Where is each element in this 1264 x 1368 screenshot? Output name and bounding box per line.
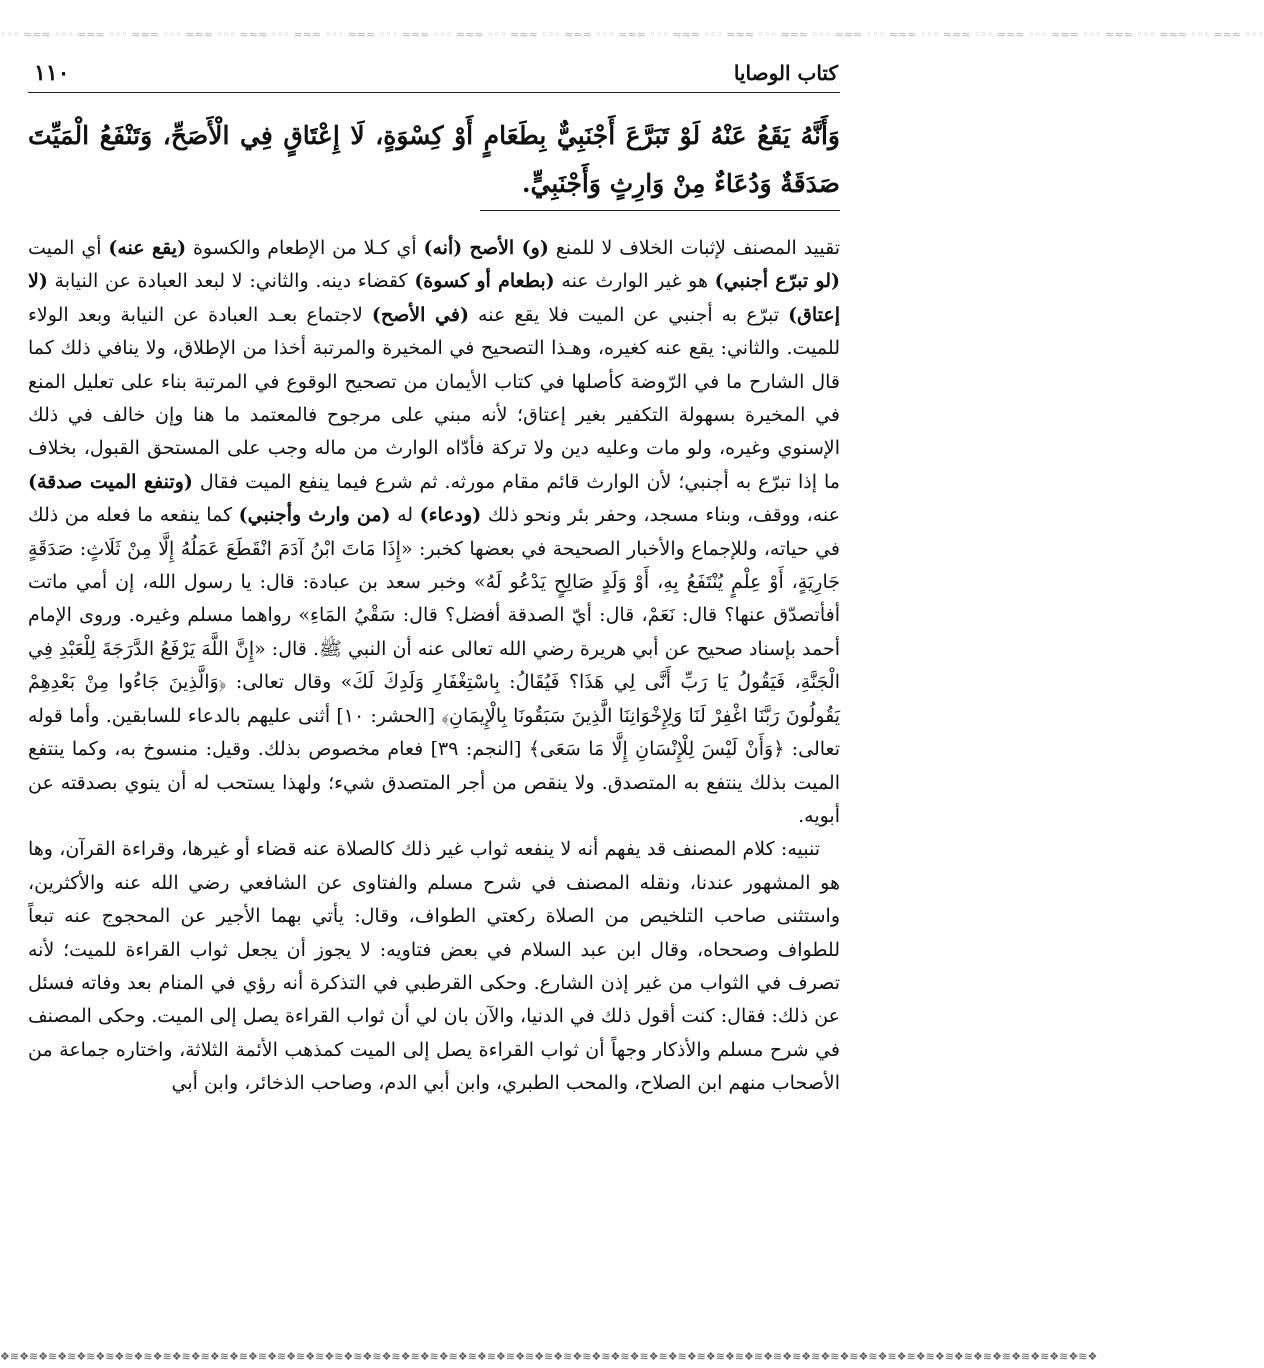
- bottom-ornament-border: ❖≋❖≋❖≋❖≋❖≋❖≋❖≋❖≋❖≋❖≋❖≋❖≋❖≋❖≋❖≋❖≋❖≋❖≋❖≋❖≋❖≋❖≋❖≋❖≋❖≋❖≋❖≋❖≋❖≋❖≋❖≋❖≋❖≋❖≋❖≋❖≋❖≋❖≋❖≋❖≋❖≋❖≋❖≋❖≋❖≋❖≋❖≋❖≋❖≋❖≋❖≋❖≋❖≋❖≋❖≋❖≋❖≋❖: [0, 1350, 1098, 1363]
- quoted-matn: (ودعاء): [419, 504, 482, 527]
- quoted-matn: (يقع عنه): [108, 237, 187, 259]
- page-header: [28, 58, 840, 88]
- quoted-matn: (في الأصح): [371, 303, 469, 326]
- quoted-matn: (بطعام أو كسوة): [414, 270, 555, 293]
- commentary-text: هو غير الوارث عنه: [554, 270, 715, 293]
- quoted-matn: (وتنفع الميت صدقة): [28, 470, 193, 493]
- quoted-matn: (و) الأصح (أنه): [423, 237, 549, 259]
- running-title: كتاب الوصايا: [733, 61, 838, 85]
- commentary-text: تبرّع به أجنبي عن الميت فلا يقع عنه: [468, 303, 789, 326]
- commentary-text: كما ينفعه ما فعله من ذلك في حياته، وللإجماع والأخبار الصحيحة في بعضها كخبر: «إِذَا مَاتَ ابْنُ آدَمَ انْقَطَعَ عَمَلُهُ إِلَّا مِنْ ثَلَاثٍ: صَدَقَةٍ جَارِيَةٍ، أَوْ عِلْمٍ يُنْتَفَعُ بِهِ، أَوْ وَلَدٍ صَالِحٍ يَدْعُو لَهُ» وخبر سعد بن عبادة: قال: يا رسول الله، إن أمي ماتت أفأتصدّق عنها؟ قال: نَعَمْ، قال: أيّ الصدقة أفضل؟ قال: سَقْيُ المَاءِ» رواهما مسلم وغيره. وروى الإمام أحمد بإسناد صحيح عن أبي هريرة رضي الله تعالى عنه أن النبي ﷺ. قال: «إِنَّ اللَّهَ يَرْفَعُ الدَّرَجَةَ لِلْعَبْدِ فِي الْجَنَّةِ، فَيَقُولُ يَا رَبِّ أَنَّى لِي هَذَا؟ فَيُقَالُ: بِاسْتِغْفَارِ وَلَدِكَ لَكَ» وقال تعالى: ﴿وَالَّذِينَ جَاءُوا مِنْ بَعْدِهِمْ يَقُولُونَ رَبَّنَا اغْفِرْ لَنَا وَلِإِخْوَانِنَا الَّذِينَ سَبَقُونَا بِالْإِيمَانِ﴾ [الحشر: ١٠] أثنى عليهم بالدعاء للسابقين. وأما قوله تعالى: ﴿وَأَنْ لَيْسَ لِلْإِنْسَانِ إِلَّا مَا سَعَى﴾ [النجم: ٣٩] فعام مخصوص بذلك. وقيل: منسوخ به، وكما ينتفع الميت بذلك ينتفع به المتصدق. ولا ينقص من أجر المتصدق شيء؛ ولهذا يستحب له أن ينوي بصدقته عن أبويه.: [28, 504, 841, 827]
- commentary-paragraph-tanbih: تنبيه: كلام المصنف قد يفهم أنه لا ينفعه ثواب غير ذلك كالصلاة عنه قضاء أو غيرها، وقراءة القرآن، وها هو المشهور عندنا، ونقله المصنف في شرح مسلم والفتاوى عن الشافعي رضي الله عنه والأكثرين، واستثنى صاحب التلخيص من الصلاة ركعتي الطواف، وقال: يأتي بهما الأجير عن المحجوج عنه تبعاً للطواف وصححاه، وقال ابن عبد السلام في بعض فتاويه: لا يجوز أن يجعل ثواب القراءة للميت؛ لأنه تصرف في الثواب من غير إذن الشارع. وحكى القرطبي في التذكرة أنه رؤي في المنام بعد وفاته فسئل عن ذلك: فقال: كنت أقول ذلك في الدنيا، والآن بان لي أن ثواب القراءة يصل إلى الميت. وحكى المصنف في شرح مسلم والأذكار وجهاً أن ثواب القراءة يصل إلى الميت كمذهب الأئمة الثلاثة، واختاره جماعة من الأصحاب منهم ابن الصلاح، والمحب الطبري، وابن أبي الدم، وصاحب الذخائر، وابن أبي: [28, 838, 840, 1095]
- matn-paragraph: وَأَنَّهُ يَقَعُ عَنْهُ لَوْ تَبَرَّعَ أَجْنَبِيٌّ بِطَعَامٍ أَوْ كِسْوَةٍ، لَا إِعْتَاقٍ فِي الْأَصَحِّ، وَتَنْفَعُ الْمَيِّتَ صَدَقَةٌ وَدُعَاءٌ مِنْ وَارِثٍ وَأَجْنَبِيٍّ.: [28, 121, 840, 198]
- quoted-matn: (من وارث وأجنبي): [238, 504, 391, 527]
- matn-divider: [480, 210, 840, 211]
- page-number: ١١٠: [34, 60, 70, 86]
- matn-text-block: [28, 112, 840, 208]
- commentary-paragraph-1: [28, 232, 840, 833]
- commentary-text-block: [28, 232, 840, 1101]
- top-ornament-border: ◦◦◦ ≈≈≈ ◦◦◦ ≈≈≈ ◦◦◦ ≈≈≈ ◦◦◦ ≈≈≈ ◦◦◦ ≈≈≈ ◦◦◦ ≈≈≈ ◦◦◦ ≈≈≈ ◦◦◦ ≈≈≈ ◦◦◦ ≈≈≈ ◦◦◦ ≈≈≈ ◦◦◦ ≈≈≈ ◦◦◦ ≈≈≈ ◦◦◦ ≈≈≈ ◦◦◦ ≈≈≈ ◦◦◦ ≈≈≈ ◦◦◦ ≈≈≈ ◦◦◦ ≈≈≈ ◦◦◦ ≈≈≈ ◦◦◦ ≈≈≈ ◦◦◦ ≈≈≈ ◦◦◦ ≈≈≈ ◦◦◦ ≈≈≈ ◦◦◦ ≈≈≈ ◦◦◦: [0, 28, 1264, 41]
- commentary-text: أي كـلا من الإطعام والكسوة: [186, 237, 424, 259]
- commentary-text: تقييد المصنف لإثبات الخلاف لا للمنع: [548, 237, 840, 259]
- quoted-matn: (لا إعتاق): [28, 270, 840, 326]
- commentary-text: كقضاء دينه. والثاني: لا لبعد العبادة عن النيابة: [47, 270, 415, 293]
- commentary-text: أي الميت: [28, 237, 109, 259]
- header-divider: [28, 92, 840, 93]
- commentary-text: لاجتماع بعـد العبادة عن النيابة وبعد الولاء للميت. والثاني: يقع عنه كغيره، وهـذا التصحيح في المخيرة والمرتبة أخذا من الإطلاق، ولا ينافي ذلك كما قال الشارح ما في الرّوضة كأصلها في كتاب الأيمان من تصحيح الوقوع في المرتبة بناء على تعليل المنع في المخيرة بسهولة التكفير بغير إعتاق؛ لأنه مبني على مرجوح فالمعتمد ما هنا وإن خالف في ذلك الإسنوي وغيره، ولو مات وعليه دين ولا تركة فأدّاه الوارث من ماله وجب على المستحق القبول، بخلاف ما إذا تبرّع به أجنبي؛ لأن الوارث قائم مقام مورثه. ثم شرع فيما ينفع الميت فقال: [28, 303, 840, 493]
- quoted-matn: (لو تبرّع أجنبي): [714, 270, 840, 293]
- commentary-text: عنه، ووقف، وبناء مسجد، وحفر بئر ونحو ذلك: [481, 504, 840, 527]
- commentary-text: له: [390, 504, 420, 527]
